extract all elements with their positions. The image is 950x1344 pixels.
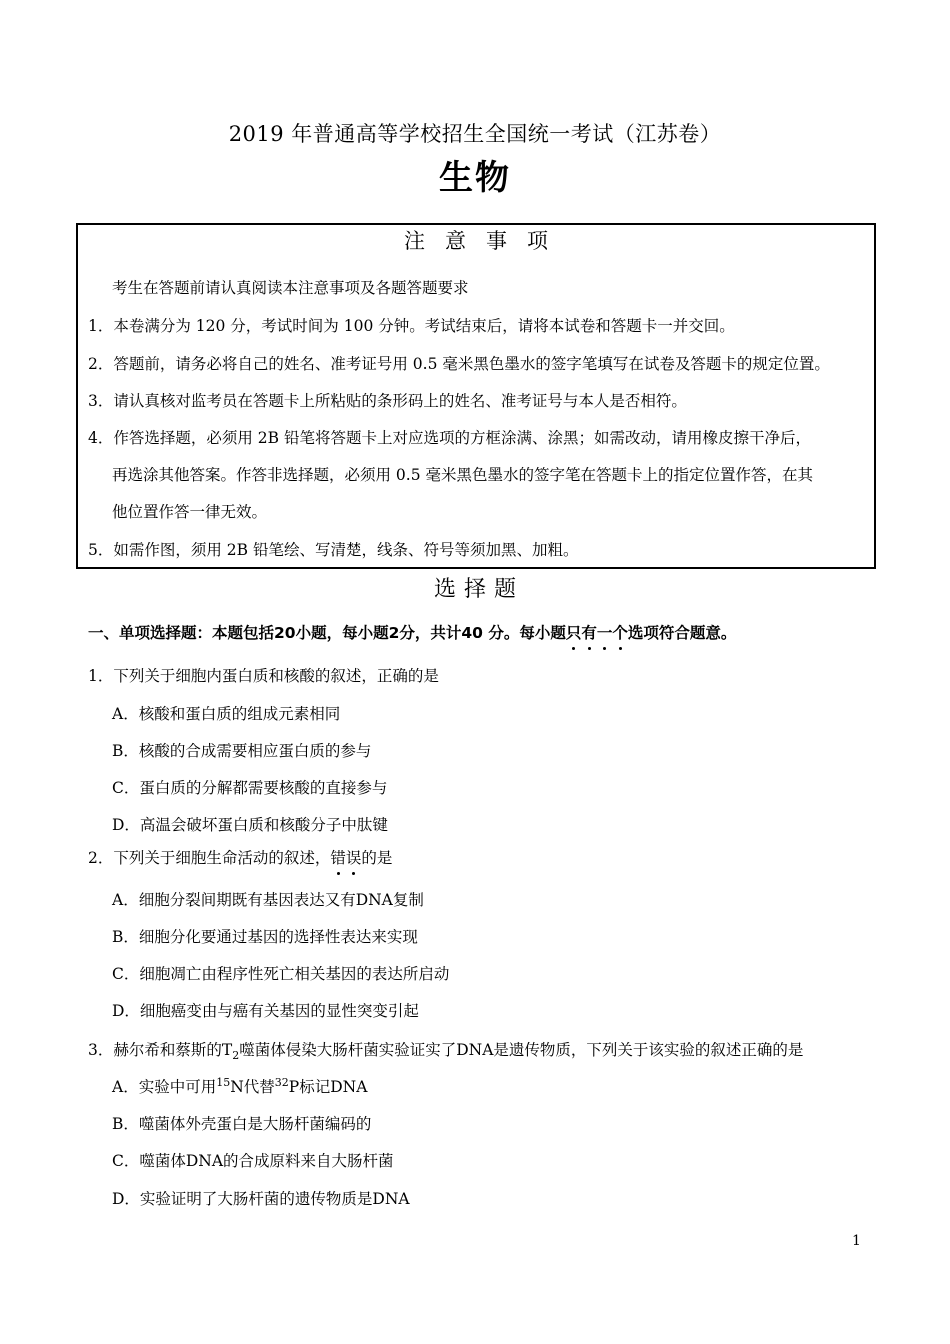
emphasis-char: 个 (612, 621, 628, 643)
question-3-stem (88, 1038, 803, 1062)
notice-item-5: 5．如需作图，须用 2B 铅笔绘、写清楚，线条、符号等须加黑、加粗。 (88, 541, 579, 559)
notice-item-4-cont: 再选涂其他答案。作答非选择题，必须用 0.5 毫米黑色墨水的签字笔在答题卡上的指定位置作答，在其 (112, 466, 814, 484)
option-text: A．实验中可用 (112, 1078, 217, 1096)
part-instructions-text: 选项符合题意。 (627, 624, 737, 642)
superscript: 15 (216, 1075, 231, 1089)
notice-item-2: 2．答题前，请务必将自己的姓名、准考证号用 0.5 毫米黑色墨水的签字笔填写在试卷及答题卡的规定位置。 (88, 355, 830, 373)
option-text: P标记DNA (288, 1078, 368, 1096)
notice-item-3: 3．请认真核对监考员在答题卡上所粘贴的条形码上的姓名、准考证号与本人是否相符。 (88, 392, 687, 410)
notice-box (76, 223, 876, 569)
question-1-option-d: D．高温会破坏蛋白质和核酸分子中肽键 (112, 816, 388, 834)
notice-item-4-cont2: 他位置作答一律无效。 (112, 503, 268, 521)
question-2-stem-text: 2．下列关于细胞生命活动的叙述， (88, 849, 331, 867)
question-2-stem-text: 的是 (361, 849, 393, 867)
notice-heading: 注意事项 (404, 229, 568, 253)
superscript: 32 (274, 1075, 289, 1089)
question-3-option-c: C．噬菌体DNA的合成原料来自大肠杆菌 (112, 1152, 394, 1170)
notice-item-1: 1．本卷满分为 120 分，考试时间为 100 分钟。考试结束后，请将本试卷和答题卡一并交回。 (88, 317, 735, 335)
emphasis-char: 误 (346, 846, 362, 868)
question-2-stem (88, 846, 392, 868)
question-1-option-c: C．蛋白质的分解都需要核酸的直接参与 (112, 779, 388, 797)
question-3-stem-text: 3．赫尔希和蔡斯的T (88, 1041, 233, 1059)
emphasis-char: 有 (581, 621, 597, 643)
part-instructions (88, 621, 736, 643)
question-3-option-a (112, 1075, 367, 1097)
page-number: 1 (852, 1233, 861, 1249)
question-2-option-b: B．细胞分化要通过基因的选择性表达来实现 (112, 928, 418, 946)
notice-intro: 考生在答题前请认真阅读本注意事项及各题答题要求 (112, 279, 469, 297)
question-2-option-a: A．细胞分裂间期既有基因表达又有DNA复制 (112, 891, 424, 909)
emphasis-char: 错 (330, 846, 346, 868)
notice-item-4: 4．作答选择题，必须用 2B 铅笔将答题卡上对应选项的方框涂满、涂黑；如需改动，请用橡皮擦干净后， (88, 429, 811, 447)
question-1-option-a: A．核酸和蛋白质的组成元素相同 (112, 705, 341, 723)
question-2-option-d: D．细胞癌变由与癌有关基因的显性突变引起 (112, 1002, 419, 1020)
exam-title: 2019 年普通高等学校招生全国统一考试（江苏卷） (228, 122, 722, 146)
emphasis-char: 只 (566, 621, 582, 643)
section-title: 选择题 (433, 577, 524, 602)
emphasis-char: 一 (597, 621, 613, 643)
subscript: 2 (232, 1049, 240, 1063)
option-text: N代替 (230, 1078, 275, 1096)
subject-title: 生物 (439, 158, 511, 198)
question-3-option-b: B．噬菌体外壳蛋白是大肠杆菌编码的 (112, 1115, 372, 1133)
question-2-option-c: C．细胞凋亡由程序性死亡相关基因的表达所启动 (112, 965, 450, 983)
question-1-stem: 1．下列关于细胞内蛋白质和核酸的叙述，正确的是 (88, 667, 439, 685)
question-3-option-d: D．实验证明了大肠杆菌的遗传物质是DNA (112, 1190, 410, 1208)
question-1-option-b: B．核酸的合成需要相应蛋白质的参与 (112, 742, 372, 760)
question-3-stem-text: 噬菌体侵染大肠杆菌实验证实了DNA是遗传物质，下列关于该实验的叙述正确的是 (239, 1041, 804, 1059)
part-instructions-text: 一、单项选择题：本题包括20小题，每小题2分，共计40 分。每小题 (88, 624, 566, 642)
